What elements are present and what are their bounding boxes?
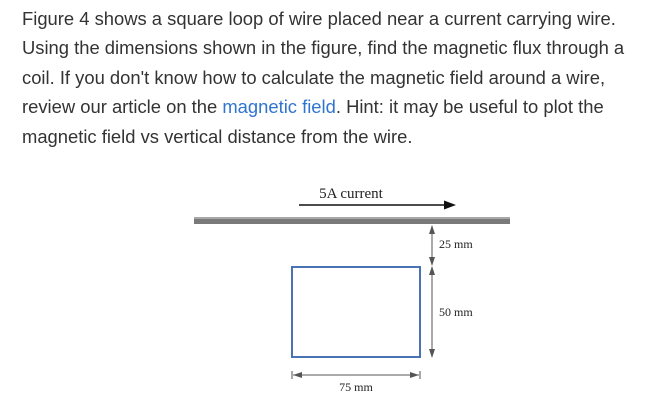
magnetic-field-link[interactable]: magnetic field (222, 96, 336, 118)
height-arrow-top (429, 266, 435, 275)
current-arrowhead (444, 201, 456, 210)
question-text-start: Figure 4 shows a square loop of wire placed near a current carrying wire. Using the dimensions shown in the figure, find the magnetic flux through a coil. If you don't know how to calculate the magnetic field around a wire, review our article on the (22, 8, 625, 118)
width-arrow-right (410, 372, 419, 378)
gap-arrow-top (429, 225, 435, 234)
gap-arrow-bottom (429, 257, 435, 266)
square-loop (292, 267, 420, 357)
current-wire-highlight (194, 217, 510, 219)
height-arrow-bottom (429, 349, 435, 358)
gap-label: 25 mm (439, 237, 473, 251)
height-label: 50 mm (439, 305, 473, 319)
width-arrow-left (293, 372, 302, 378)
current-label: 5A current (319, 186, 383, 202)
question-text-end: . Hint: it may be useful to plot the magnetic field vs vertical distance from the wire. (22, 96, 604, 147)
width-label: 75 mm (339, 380, 373, 394)
